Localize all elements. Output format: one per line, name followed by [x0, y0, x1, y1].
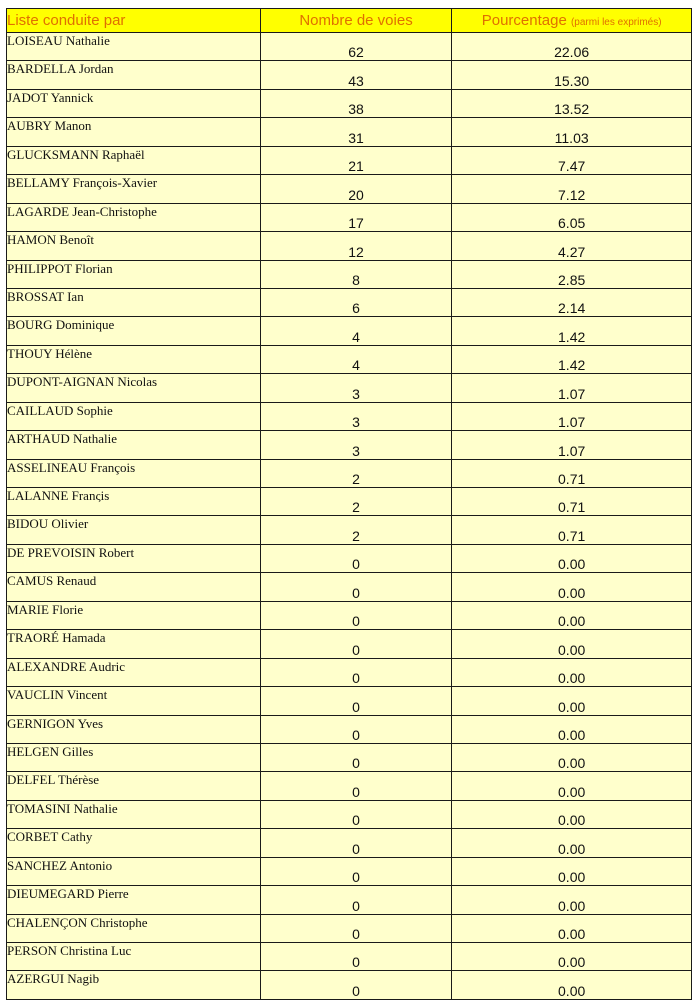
votes-cell: 4	[260, 345, 452, 373]
votes-cell: 0	[260, 971, 452, 999]
percentage-cell: 2.14	[452, 288, 692, 316]
votes-cell: 2	[260, 459, 452, 487]
votes-cell: 2	[260, 488, 452, 516]
table-row	[7, 89, 692, 117]
list-leader-cell: DUPONT-AIGNAN Nicolas	[7, 374, 261, 402]
table-row	[7, 829, 692, 857]
list-leader-cell: CORBET Cathy	[7, 829, 261, 857]
list-leader-cell: LALANNE Franςis	[7, 488, 261, 516]
percentage-cell: 0.00	[452, 658, 692, 686]
votes-cell: 0	[260, 544, 452, 572]
percentage-cell: 0.71	[452, 488, 692, 516]
table-row	[7, 374, 692, 402]
table-row	[7, 459, 692, 487]
table-row	[7, 402, 692, 430]
votes-cell: 0	[260, 829, 452, 857]
percentage-cell: 6.05	[452, 203, 692, 231]
percentage-cell: 2.85	[452, 260, 692, 288]
percentage-cell: 7.12	[452, 175, 692, 203]
votes-cell: 0	[260, 601, 452, 629]
table-row	[7, 772, 692, 800]
votes-cell: 0	[260, 573, 452, 601]
votes-cell: 0	[260, 687, 452, 715]
percentage-cell: 11.03	[452, 118, 692, 146]
table-row	[7, 33, 692, 61]
percentage-cell: 1.07	[452, 402, 692, 430]
votes-cell: 6	[260, 288, 452, 316]
table-row	[7, 345, 692, 373]
percentage-cell: 0.00	[452, 800, 692, 828]
list-leader-cell: AUBRY Manon	[7, 118, 261, 146]
percentage-cell: 0.00	[452, 829, 692, 857]
votes-cell: 0	[260, 943, 452, 971]
percentage-cell: 0.00	[452, 772, 692, 800]
percentage-cell: 1.07	[452, 431, 692, 459]
list-leader-cell: BROSSAT Ian	[7, 288, 261, 316]
table-row	[7, 573, 692, 601]
table-row	[7, 516, 692, 544]
table-row	[7, 431, 692, 459]
list-leader-cell: ALEXANDRE Audric	[7, 658, 261, 686]
percentage-cell: 15.30	[452, 61, 692, 89]
list-leader-cell: LAGARDE Jean-Christophe	[7, 203, 261, 231]
list-leader-cell: ASSELINEAU François	[7, 459, 261, 487]
table-row	[7, 601, 692, 629]
table-row	[7, 886, 692, 914]
header-percentage	[452, 9, 692, 33]
table-row	[7, 317, 692, 345]
percentage-cell: 0.00	[452, 886, 692, 914]
votes-cell: 0	[260, 658, 452, 686]
table-row	[7, 715, 692, 743]
percentage-cell: 0.00	[452, 601, 692, 629]
votes-cell: 4	[260, 317, 452, 345]
percentage-cell: 22.06	[452, 33, 692, 61]
votes-cell: 62	[260, 33, 452, 61]
votes-cell: 17	[260, 203, 452, 231]
header-percentage-label: Pourcentage	[481, 12, 567, 29]
table-row	[7, 544, 692, 572]
votes-cell: 12	[260, 232, 452, 260]
percentage-cell: 7.47	[452, 146, 692, 174]
table-row	[7, 260, 692, 288]
list-leader-cell: GERNIGON Yves	[7, 715, 261, 743]
list-leader-cell: HELGEN Gilles	[7, 743, 261, 771]
votes-cell: 20	[260, 175, 452, 203]
list-leader-cell: PERSON Christina Luc	[7, 943, 261, 971]
list-leader-cell: BELLAMY François-Xavier	[7, 175, 261, 203]
table-row	[7, 630, 692, 658]
list-leader-cell: GLUCKSMANN Raphaël	[7, 146, 261, 174]
table-row	[7, 943, 692, 971]
list-leader-cell: ARTHAUD Nathalie	[7, 431, 261, 459]
votes-cell: 3	[260, 431, 452, 459]
header-votes: Nombre de voies	[260, 9, 452, 33]
votes-cell: 0	[260, 743, 452, 771]
table-row	[7, 288, 692, 316]
percentage-cell: 1.42	[452, 345, 692, 373]
votes-cell: 31	[260, 118, 452, 146]
table-row	[7, 175, 692, 203]
list-leader-cell: BARDELLA Jordan	[7, 61, 261, 89]
percentage-cell: 1.07	[452, 374, 692, 402]
list-leader-cell: MARIE Florie	[7, 601, 261, 629]
header-percentage-note: (parmi les exprimés)	[570, 17, 662, 28]
list-leader-cell: HAMON Benoît	[7, 232, 261, 260]
table-row	[7, 118, 692, 146]
header-list-leader: Liste conduite par	[7, 9, 261, 33]
table-row	[7, 203, 692, 231]
percentage-cell: 0.00	[452, 857, 692, 885]
votes-cell: 8	[260, 260, 452, 288]
table-row	[7, 232, 692, 260]
table-row	[7, 488, 692, 516]
votes-cell: 38	[260, 89, 452, 117]
list-leader-cell: TRAORÉ Hamada	[7, 630, 261, 658]
votes-cell: 2	[260, 516, 452, 544]
list-leader-cell: DIEUMEGARD Pierre	[7, 886, 261, 914]
list-leader-cell: SANCHEZ Antonio	[7, 857, 261, 885]
percentage-cell: 0.00	[452, 715, 692, 743]
header-row	[7, 9, 692, 33]
table-row	[7, 857, 692, 885]
votes-cell: 43	[260, 61, 452, 89]
list-leader-cell: CAMUS Renaud	[7, 573, 261, 601]
list-leader-cell: TOMASINI Nathalie	[7, 800, 261, 828]
percentage-cell: 0.00	[452, 687, 692, 715]
list-leader-cell: PHILIPPOT Florian	[7, 260, 261, 288]
votes-cell: 0	[260, 800, 452, 828]
table-row	[7, 914, 692, 942]
percentage-cell: 0.00	[452, 971, 692, 999]
list-leader-cell: BIDOU Olivier	[7, 516, 261, 544]
results-table	[6, 8, 692, 1000]
table-row	[7, 146, 692, 174]
percentage-cell: 0.00	[452, 743, 692, 771]
list-leader-cell: CHALENÇON Christophe	[7, 914, 261, 942]
list-leader-cell: THOUY Hélène	[7, 345, 261, 373]
list-leader-cell: LOISEAU Nathalie	[7, 33, 261, 61]
table-row	[7, 687, 692, 715]
votes-cell: 3	[260, 374, 452, 402]
table-row	[7, 971, 692, 999]
percentage-cell: 0.00	[452, 630, 692, 658]
percentage-cell: 0.71	[452, 516, 692, 544]
table-row	[7, 658, 692, 686]
list-leader-cell: CAILLAUD Sophie	[7, 402, 261, 430]
votes-cell: 0	[260, 772, 452, 800]
percentage-cell: 0.00	[452, 914, 692, 942]
votes-cell: 0	[260, 857, 452, 885]
percentage-cell: 13.52	[452, 89, 692, 117]
list-leader-cell: DE PREVOISIN Robert	[7, 544, 261, 572]
votes-cell: 3	[260, 402, 452, 430]
votes-cell: 21	[260, 146, 452, 174]
list-leader-cell: AZERGUI Nagib	[7, 971, 261, 999]
list-leader-cell: DELFEL Thérèse	[7, 772, 261, 800]
list-leader-cell: JADOT Yannick	[7, 89, 261, 117]
results-body	[7, 33, 692, 1000]
votes-cell: 0	[260, 630, 452, 658]
list-leader-cell: VAUCLIN Vincent	[7, 687, 261, 715]
percentage-cell: 0.71	[452, 459, 692, 487]
table-row	[7, 61, 692, 89]
votes-cell: 0	[260, 914, 452, 942]
percentage-cell: 0.00	[452, 573, 692, 601]
percentage-cell: 0.00	[452, 544, 692, 572]
percentage-cell: 0.00	[452, 943, 692, 971]
table-row	[7, 743, 692, 771]
votes-cell: 0	[260, 715, 452, 743]
votes-cell: 0	[260, 886, 452, 914]
list-leader-cell: BOURG Dominique	[7, 317, 261, 345]
percentage-cell: 1.42	[452, 317, 692, 345]
table-row	[7, 800, 692, 828]
percentage-cell: 4.27	[452, 232, 692, 260]
